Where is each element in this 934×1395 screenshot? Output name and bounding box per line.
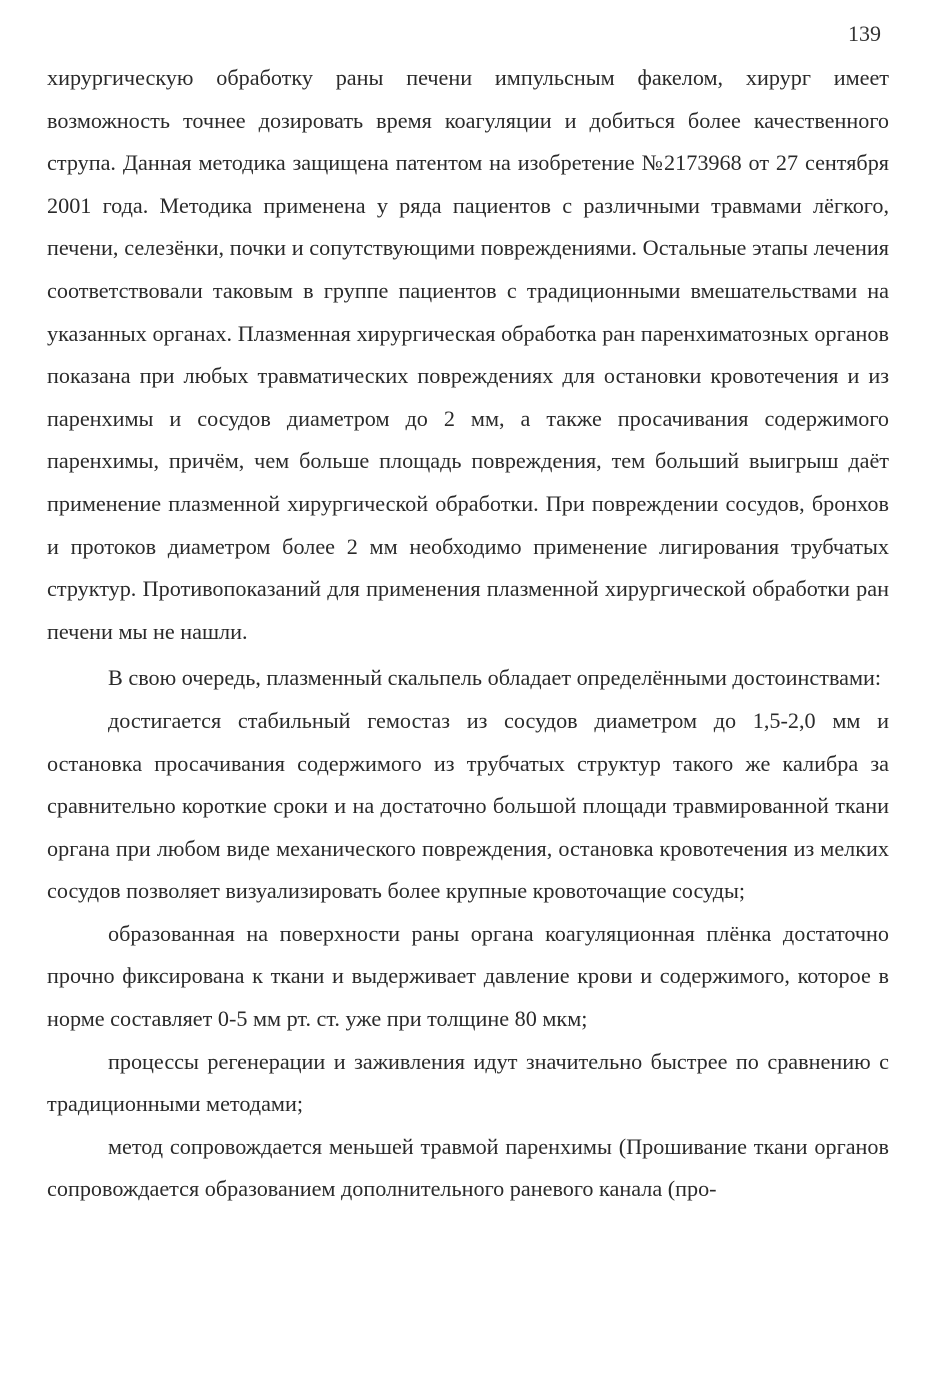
paragraph-advantage-regeneration: процессы регенерации и заживления идут значительно быстрее по сравнению с традиционными методами;	[47, 1048, 889, 1117]
paragraph-advantage-hemostasis: достигается стабильный гемостаз из сосудов диаметром до 1,5-2,0 мм и остановка просачивания содержимого из трубчатых структур такого же калибра за сравнительно короткие сроки и на достаточно большой площади травмированной ткани органа при любом виде механического повреждения, остановка кровотечения из мелких сосудов позволяет визуализировать более крупные кровоточащие сосуды;	[47, 707, 889, 904]
paragraph-advantages-intro: В свою очередь, плазменный скальпель обладает определёнными достоинствами:	[108, 665, 882, 691]
paragraph-continuation: хирургическую обработку раны печени импульсным факелом, хирург имеет возможность точнее дозировать время коагуляции и добиться более качественного струпа. Данная методика защищена патентом на изобретение №2173968 от 27 сентября 2001 года. Методика применена у ряда пациентов с различными травмами лёгкого, печени, селезёнки, почки и сопутствующими повреждениями. Остальные этапы лечения соответствовали таковым в группе пациентов с традиционными вмешательствами на указанных органах. Плазменная хирургическая обработка ран паренхиматозных органов показана при любых травматических повреждениях для остановки кровотечения и из паренхимы и сосудов диаметром до 2 мм, а также просачивания содержимого паренхимы, причём, чем больше площадь повреждения, тем больший выигрыш даёт применение плазменной хирургической обработки. При повреждении сосудов, бронхов и протоков диаметром более 2 мм необходимо применение лигирования трубчатых структур. Противопоказаний для применения плазменной хирургической обработки ран печени мы не нашли.	[47, 65, 889, 644]
paragraph-advantage-less-trauma: метод сопровождается меньшей травмой паренхимы (Прошивание ткани органов сопровождается образованием дополнительного раневого канала (про-	[47, 1133, 889, 1202]
page-number: 139	[848, 21, 881, 46]
paragraph-advantage-film: образованная на поверхности раны органа коагуляционная плёнка достаточно прочно фиксирована к ткани и выдерживает давление крови и содержимого, которое в норме составляет 0-5 мм рт. ст. уже при толщине 80 мкм;	[47, 920, 889, 1032]
body-text	[47, 57, 889, 1211]
